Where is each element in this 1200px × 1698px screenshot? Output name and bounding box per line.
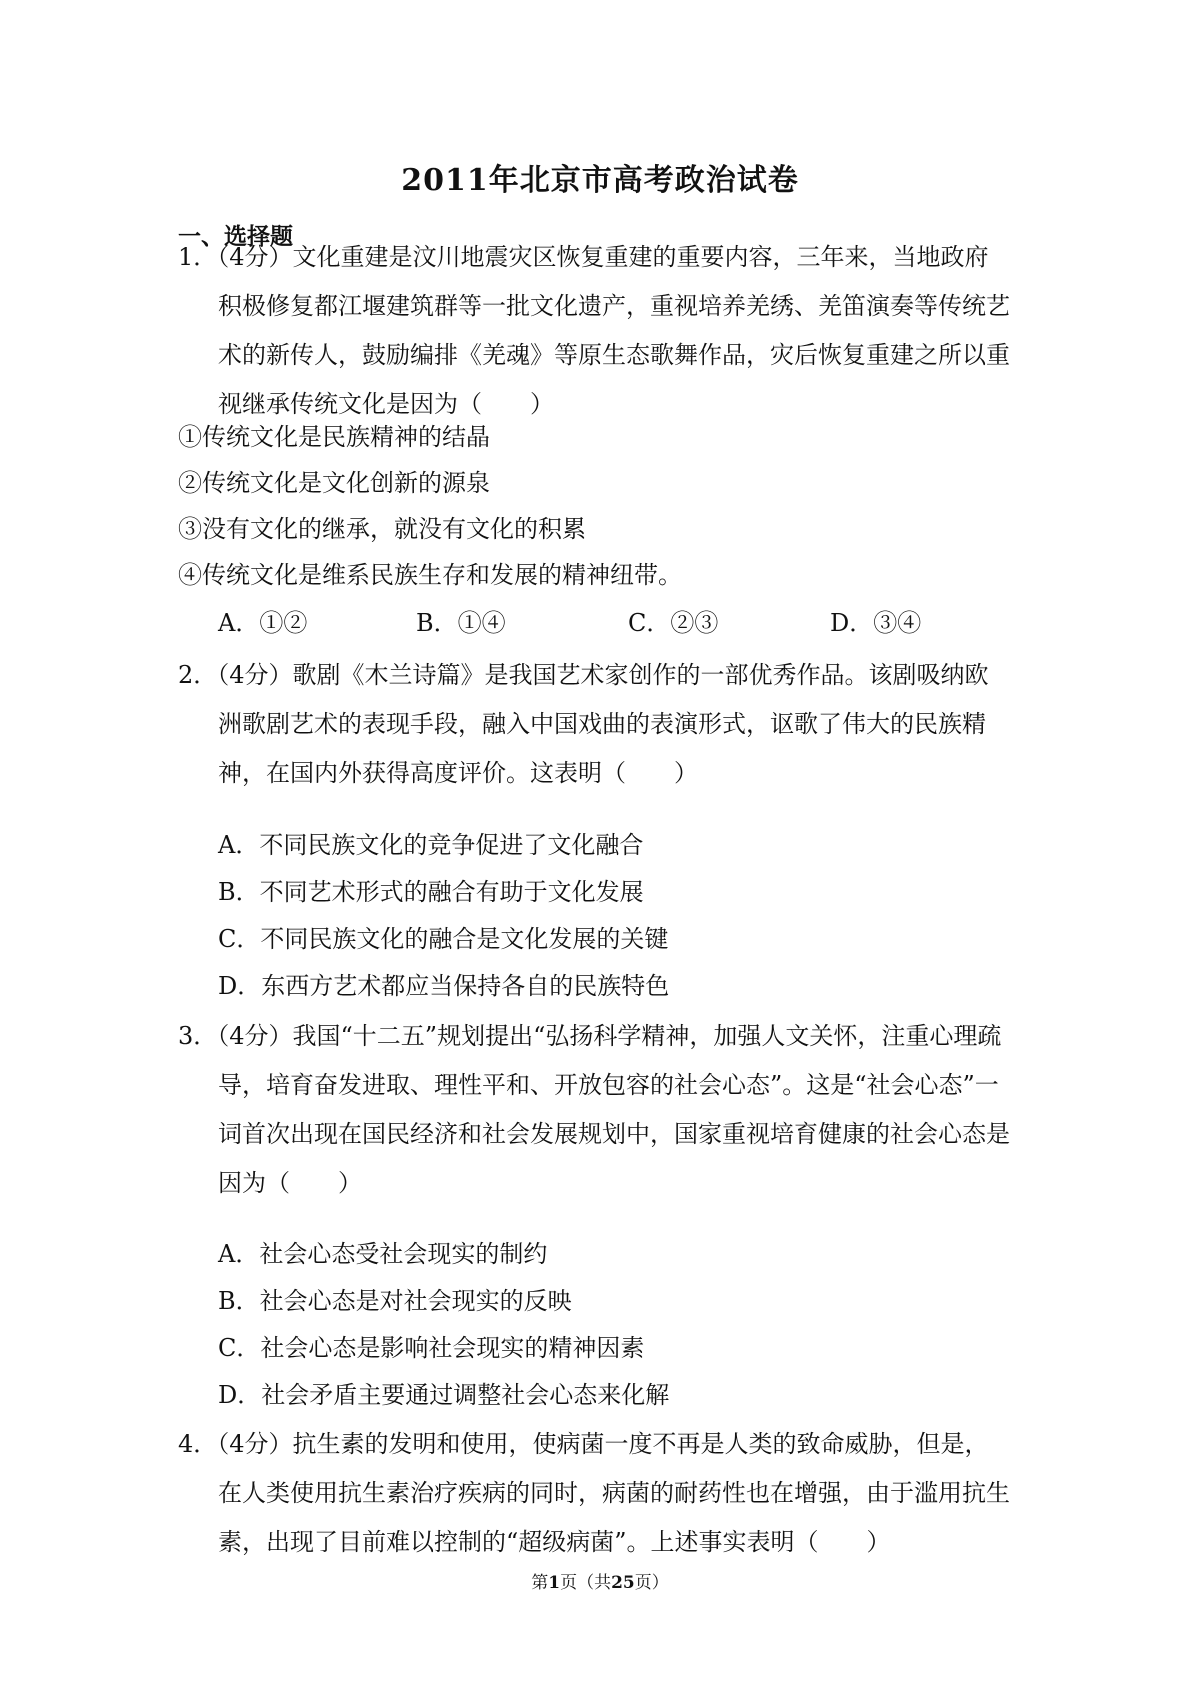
footer-middle: 页（共 bbox=[560, 1573, 612, 1593]
page-title: 2011年北京市高考政治试卷 bbox=[401, 163, 799, 198]
option-a: A．①② bbox=[218, 609, 308, 637]
option-d: D．③④ bbox=[830, 609, 922, 637]
option-b: B．不同艺术形式的融合有助于文化发展 bbox=[218, 878, 644, 906]
option-d: D．东西方艺术都应当保持各自的民族特色 bbox=[218, 972, 670, 1000]
question-4-line: 4．（4分）抗生素的发明和使用，使病菌一度不再是人类的致命威胁，但是， bbox=[178, 1430, 989, 1458]
question-1 bbox=[178, 233, 1028, 429]
question-1-line: 积极修复都江堰建筑群等一批文化遗产，重视培养羌绣、羌笛演奏等传统艺 bbox=[218, 292, 1010, 320]
option-d: D．社会矛盾主要通过调整社会心态来化解 bbox=[218, 1381, 670, 1409]
question-2-line: 洲歌剧艺术的表现手段，融入中国戏曲的表演形式，讴歌了伟大的民族精 bbox=[218, 710, 986, 738]
total-pages: 25 bbox=[611, 1573, 635, 1593]
section-heading: 一、选择题 bbox=[178, 223, 293, 250]
statement-2: ②传统文化是文化创新的源泉 bbox=[178, 469, 490, 497]
question-1-line: 1．（4分）文化重建是汶川地震灾区恢复重建的重要内容，三年来，当地政府 bbox=[178, 243, 989, 271]
footer-prefix: 第 bbox=[531, 1573, 549, 1593]
option-a: A．社会心态受社会现实的制约 bbox=[218, 1240, 548, 1268]
question-1-options bbox=[218, 600, 1018, 647]
page-footer bbox=[0, 1568, 1200, 1593]
question-2 bbox=[178, 651, 1028, 798]
statement-1: ①传统文化是民族精神的结晶 bbox=[178, 423, 490, 451]
question-1-line: 视继承传统文化是因为（ ） bbox=[218, 390, 554, 418]
statement-3: ③没有文化的继承，就没有文化的积累 bbox=[178, 515, 586, 543]
option-c: C．不同民族文化的融合是文化发展的关键 bbox=[218, 925, 669, 953]
question-3-line: 词首次出现在国民经济和社会发展规划中，国家重视培育健康的社会心态是 bbox=[218, 1120, 1010, 1148]
question-3-line: 因为（ ） bbox=[218, 1169, 362, 1197]
question-3 bbox=[178, 1012, 1028, 1208]
question-2-line: 2．（4分）歌剧《木兰诗篇》是我国艺术家创作的一部优秀作品。该剧吸纳欧 bbox=[178, 661, 989, 689]
question-3-line: 导，培育奋发进取、理性平和、开放包容的社会心态”。这是“社会心态”一 bbox=[218, 1071, 999, 1099]
question-4-line: 在人类使用抗生素治疗疾病的同时，病菌的耐药性也在增强，由于滥用抗生 bbox=[218, 1479, 1010, 1507]
question-1-line: 术的新传人，鼓励编排《羌魂》等原生态歌舞作品，灾后恢复重建之所以重 bbox=[218, 341, 1010, 369]
option-b: B．①④ bbox=[416, 609, 506, 637]
footer-suffix: 页） bbox=[634, 1573, 669, 1593]
question-2-line: 神，在国内外获得高度评价。这表明（ ） bbox=[218, 759, 698, 787]
option-c: C．②③ bbox=[628, 609, 719, 637]
option-a: A．不同民族文化的竞争促进了文化融合 bbox=[218, 831, 644, 859]
statement-4: ④传统文化是维系民族生存和发展的精神纽带。 bbox=[178, 561, 682, 589]
option-b: B．社会心态是对社会现实的反映 bbox=[218, 1287, 572, 1315]
question-4 bbox=[178, 1420, 1028, 1567]
option-c: C．社会心态是影响社会现实的精神因素 bbox=[218, 1334, 645, 1362]
question-3-line: 3．（4分）我国“十二五”规划提出“弘扬科学精神，加强人文关怀，注重心理疏 bbox=[178, 1022, 1002, 1050]
question-4-line: 素，出现了目前难以控制的“超级病菌”。上述事实表明（ ） bbox=[218, 1528, 891, 1556]
page-number: 1 bbox=[548, 1573, 561, 1593]
